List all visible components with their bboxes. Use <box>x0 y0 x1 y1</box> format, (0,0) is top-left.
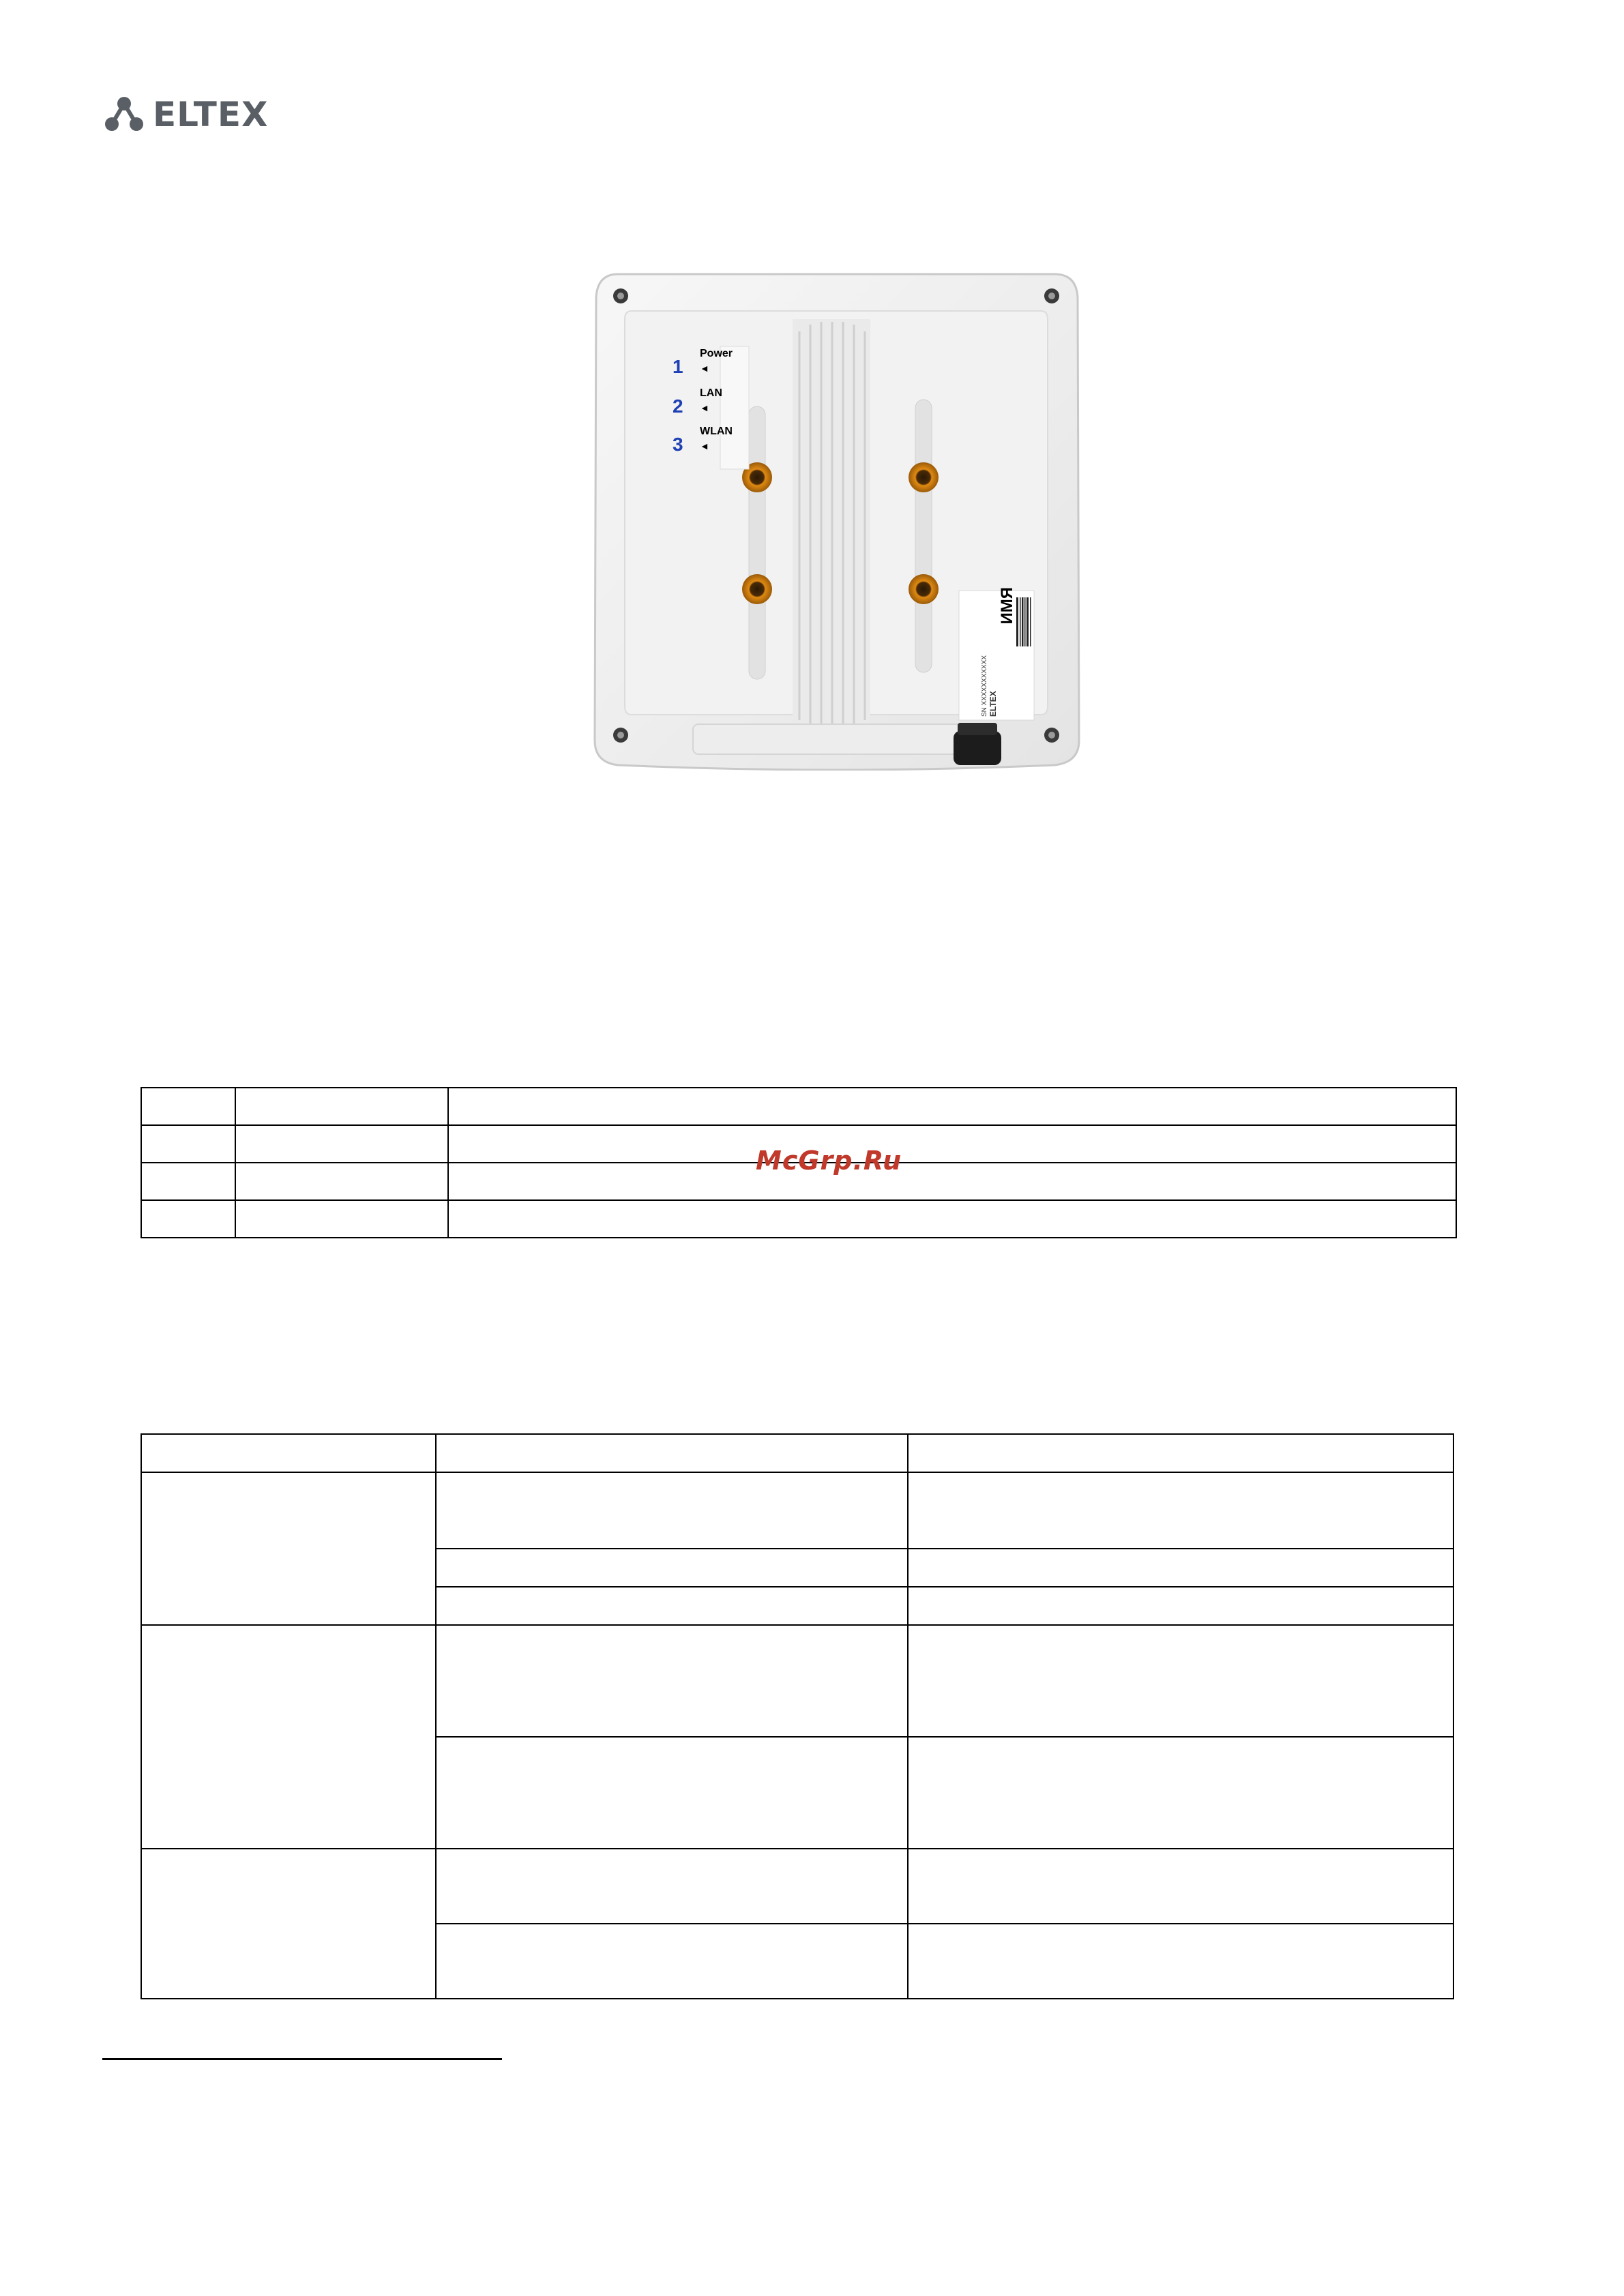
device-sticker <box>976 587 1017 717</box>
indicator-list <box>673 346 749 462</box>
table-row <box>141 1200 1456 1238</box>
sticker-name: ИМЯ <box>998 587 1016 625</box>
indicator-wlan <box>673 424 749 462</box>
arrow-left-icon: ◄ <box>700 402 709 413</box>
logo-text: ELTEX <box>153 95 269 134</box>
indicator-label: WLAN <box>700 426 733 437</box>
sticker-brand: ELTEX <box>988 691 998 717</box>
indicator-states-table <box>141 1433 1454 1999</box>
arrow-left-icon: ◄ <box>700 363 709 374</box>
indicator-number: 2 <box>673 396 683 417</box>
indicator-lan <box>673 386 749 424</box>
footnote-divider <box>102 2058 502 2060</box>
watermark: McGrp.Ru <box>756 1146 902 1176</box>
table-row <box>141 1434 1453 1472</box>
device-photo <box>591 270 1082 771</box>
eltex-logo-icon <box>104 94 145 135</box>
table-row <box>141 1625 1453 1737</box>
sticker-serial: SN XXXXXXXXXXX <box>981 655 988 717</box>
table-row <box>141 1472 1453 1549</box>
indicator-number: 3 <box>673 434 683 455</box>
arrow-left-icon: ◄ <box>700 441 709 451</box>
indicator-number: 1 <box>673 356 683 377</box>
indicator-label: Power <box>700 348 733 359</box>
eltex-logo <box>104 94 281 135</box>
indicator-power <box>673 346 749 386</box>
indicator-label: LAN <box>700 387 722 399</box>
table-row <box>141 1849 1453 1924</box>
table-row <box>141 1088 1456 1125</box>
